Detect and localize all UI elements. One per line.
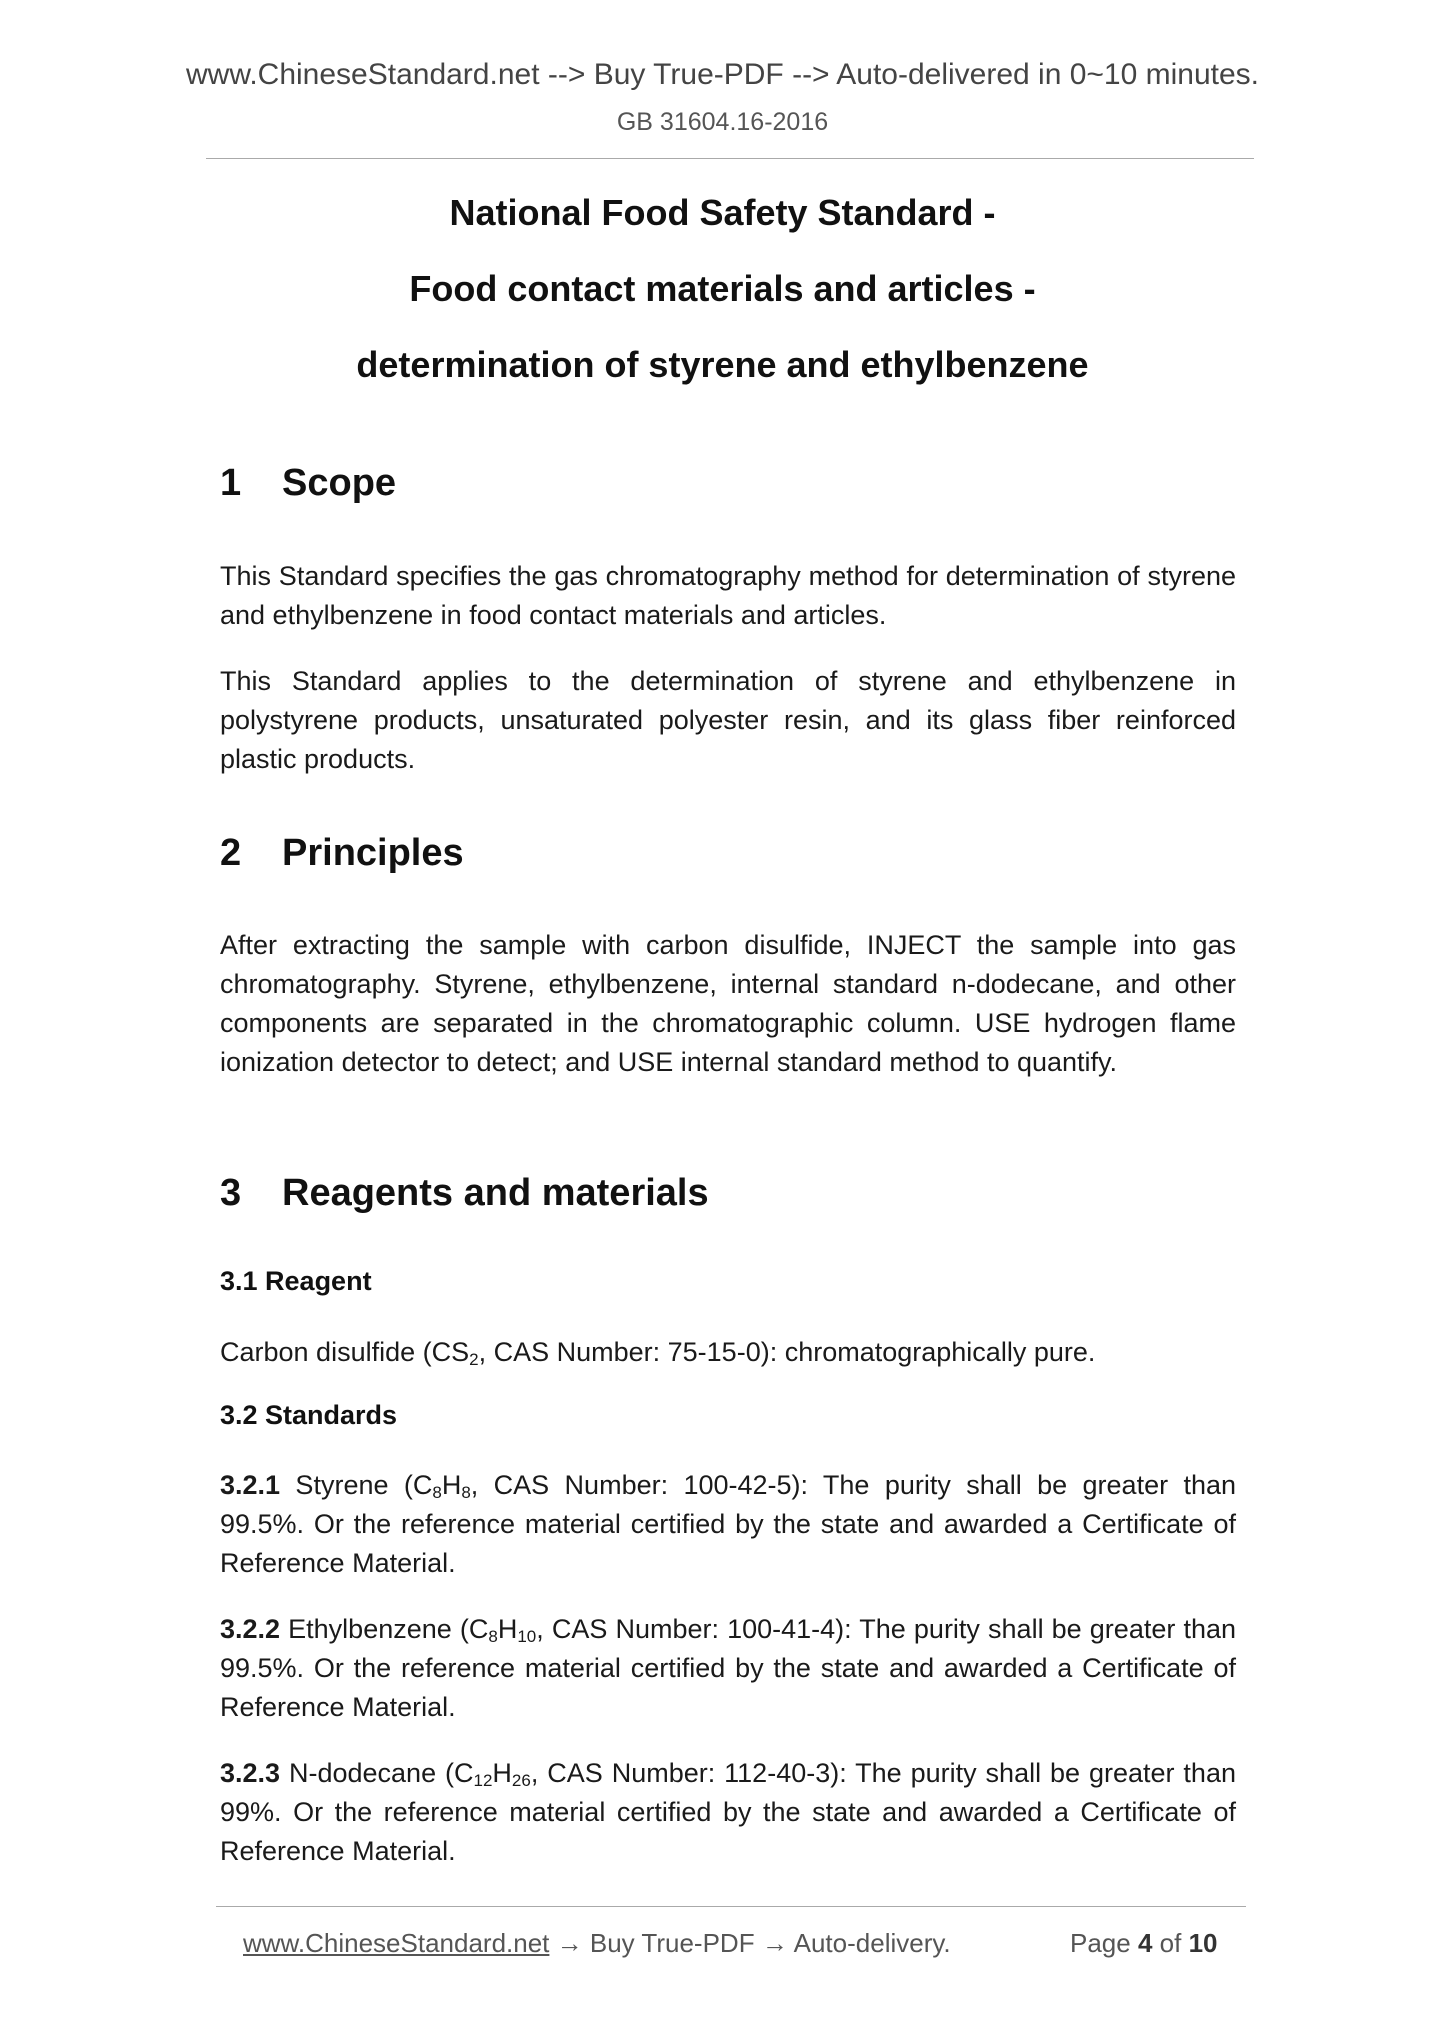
- standard-n-dodecane-paragraph: 3.2.3 N-dodecane ($C_{12}H_{26}$, CAS Number: 112-40-3): The purity shall be greater than 99%. Or the reference material certified by the state and awarded a Certificate of Reference Material.: [220, 1758, 1236, 1866]
- clause-number: 3.2.2: [220, 1614, 281, 1644]
- header-divider: [206, 158, 1254, 159]
- clause-number: 3.2.3: [220, 1758, 281, 1788]
- section-heading-reagents: [220, 1172, 709, 1215]
- section-heading-scope: [220, 462, 396, 505]
- section-heading-principles: [220, 832, 464, 875]
- principles-paragraph: After extracting the sample with carbon disulfide, INJECT the sample into gas chromatography. Styrene, ethylbenzene, internal standard n-dodecane, and other components are separated in the chromatographic column. USE hydrogen flame ionization detector to detect; and USE internal standard method to quantify.: [220, 930, 1236, 1077]
- standard-number: GB 31604.16-2016: [616, 108, 829, 136]
- arrow-icon: →: [761, 1928, 788, 1958]
- header-banner-text: www.ChineseStandard.net --> Buy True-PDF --> Auto-delivered in 0~10 minutes.: [185, 58, 1260, 91]
- arrow-icon: →: [556, 1928, 583, 1958]
- standard-ethylbenzene-paragraph: 3.2.2 Ethylbenzene ($C_8H_{10}$, CAS Number: 100-41-4): The purity shall be greater than 99.5%. Or the reference material certified by the state and awarded a Certificate of Reference Material.: [220, 1614, 1236, 1722]
- subsection-heading-reagent: 3.1 Reagent: [220, 1266, 372, 1296]
- section-number: 3: [220, 1172, 242, 1214]
- section-number: 1: [220, 462, 242, 504]
- standard-styrene-paragraph: 3.2.1 Styrene ($C_8H_8$, CAS Number: 100-42-5): The purity shall be greater than 99.5%. Or the reference material certified by the state and awarded a Certificate of Reference Material.: [220, 1470, 1236, 1578]
- section-title: Reagents and materials: [282, 1172, 709, 1214]
- title-line-1: National Food Safety Standard -: [449, 192, 996, 233]
- current-page: 4: [1137, 1928, 1153, 1958]
- reagent-paragraph: Carbon disulfide ($CS_2$, CAS Number: 75-15-0): chromatographically pure.: [220, 1337, 1096, 1369]
- scope-paragraph-2: This Standard applies to the determination of styrene and ethylbenzene in polystyrene products, unsaturated polyester resin, and its glass fiber reinforced plastic products.: [220, 666, 1236, 774]
- section-number: 2: [220, 832, 242, 874]
- title-line-2: Food contact materials and articles -: [409, 268, 1036, 309]
- title-line-3: determination of styrene and ethylbenzene: [356, 344, 1089, 385]
- footer-delivery-text: Auto-delivery.: [793, 1928, 951, 1958]
- subsection-heading-standards: 3.2 Standards: [220, 1400, 398, 1430]
- footer-buy-text: Buy True-PDF: [589, 1928, 755, 1958]
- total-pages: 10: [1188, 1928, 1218, 1958]
- footer-promo: [243, 1928, 951, 1959]
- footer-site-link[interactable]: www.ChineseStandard.net: [243, 1928, 550, 1958]
- scope-paragraph-1: This Standard specifies the gas chromatography method for determination of styrene and ethylbenzene in food contact materials and articles.: [220, 561, 1236, 630]
- section-title: Scope: [282, 462, 397, 504]
- section-title: Principles: [282, 832, 464, 874]
- page-indicator: Page 4 of 10: [1070, 1928, 1218, 1958]
- clause-number: 3.2.1: [220, 1470, 281, 1500]
- footer-divider: [216, 1906, 1246, 1907]
